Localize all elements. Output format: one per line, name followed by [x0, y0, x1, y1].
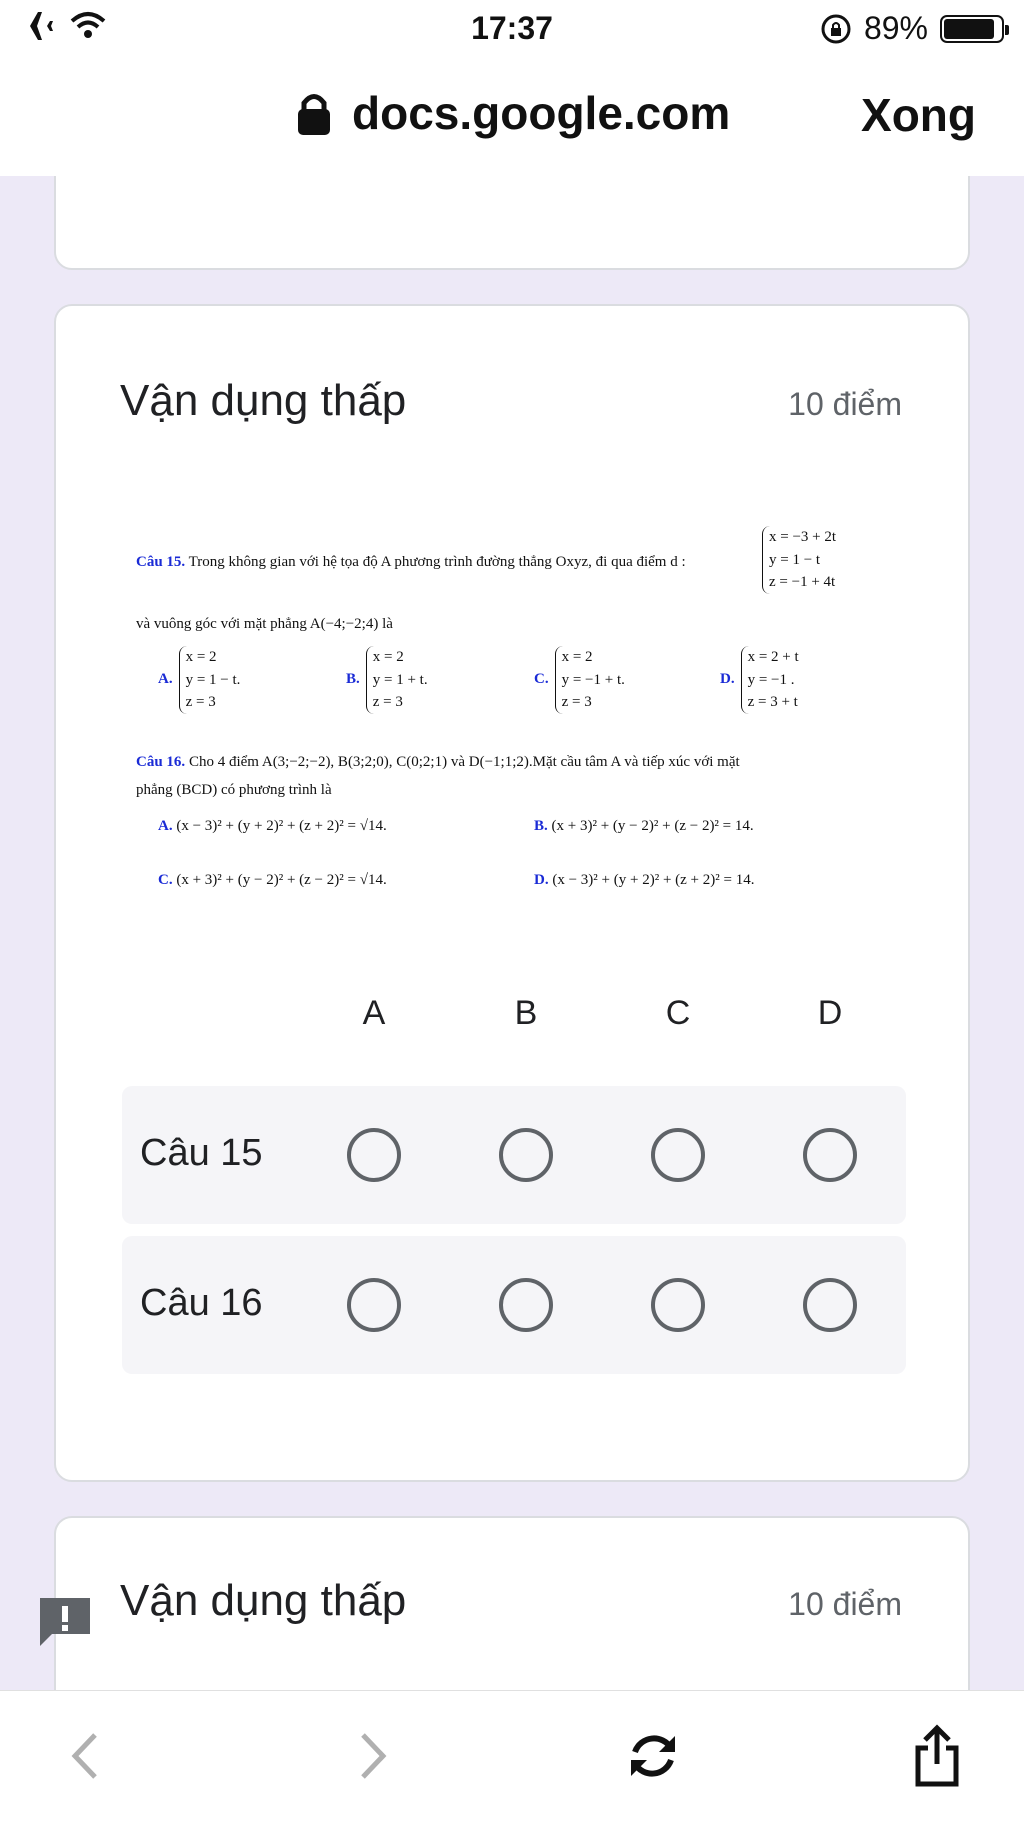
q15-option-d: D. x = 2 + t y = −1 . z = 3 + t [720, 646, 799, 714]
radio-cau16-d[interactable] [803, 1278, 857, 1332]
grid-row-cau-15 [122, 1086, 906, 1224]
address-field[interactable] [294, 86, 730, 140]
q15-system-line: z = −1 + 4t [769, 574, 836, 590]
chevron-left-icon [65, 1731, 105, 1781]
grid-column-header: B [514, 994, 538, 1032]
grid-column-header: A [362, 994, 386, 1032]
status-time: 17:37 [471, 10, 553, 46]
grid-column-header: D [817, 994, 843, 1032]
radio-cau15-c[interactable] [651, 1128, 705, 1182]
section-points: 10 điểm [788, 1586, 902, 1622]
battery-percent: 89% [863, 10, 928, 46]
radio-cau16-b[interactable] [499, 1278, 553, 1332]
section-title: Vận dụng thấp [120, 1576, 407, 1625]
reload-button[interactable] [618, 1721, 688, 1791]
report-feedback-icon[interactable] [36, 1594, 94, 1650]
done-button[interactable]: Xong [861, 89, 976, 141]
q15-text2: và vuông góc với mặt phẳng A(−4;−2;4) là [136, 616, 393, 632]
radio-cau15-a[interactable] [347, 1128, 401, 1182]
q16-option-d: D. (x − 3)² + (y + 2)² + (z + 2)² = 14. [534, 872, 755, 888]
battery-fill [944, 19, 994, 39]
share-icon [912, 1724, 962, 1788]
radio-cau16-c[interactable] [651, 1278, 705, 1332]
grid-row-label: Câu 15 [140, 1132, 263, 1174]
back-button[interactable] [50, 1721, 120, 1791]
share-button[interactable] [902, 1721, 972, 1791]
radio-cau16-a[interactable] [347, 1278, 401, 1332]
status-bar [0, 0, 1024, 56]
q15-option-b: B. x = 2 y = 1 + t. z = 3 [346, 646, 428, 714]
q16-text: Cho 4 điểm A(3;−2;−2), B(3;2;0), C(0;2;1) và D(−1;1;2).Mặt cầu tâm A và tiếp xúc với mặt [188, 754, 740, 770]
url-bar [0, 56, 1024, 176]
grid-column-header: C [665, 994, 691, 1032]
q15-option-c: C. x = 2 y = −1 + t. z = 3 [534, 646, 625, 714]
previous-card [54, 176, 970, 270]
q15-text: Trong không gian với hệ tọa độ A phương trình đường thẳng Oxyz, đi qua điểm d : [188, 554, 686, 570]
radio-cau15-b[interactable] [499, 1128, 553, 1182]
q15-option-a: A. x = 2 y = 1 − t. z = 3 [158, 646, 240, 714]
q15-system [762, 526, 836, 594]
chevron-right-icon [353, 1731, 393, 1781]
q16-option-c: C. (x + 3)² + (y − 2)² + (z − 2)² = √14. [158, 872, 387, 888]
q15-label: Câu 15. [136, 554, 186, 570]
q16-text2: phẳng (BCD) có phương trình là [136, 782, 332, 798]
lock-icon [294, 90, 334, 136]
q16-option-a: A. (x − 3)² + (y + 2)² + (z + 2)² = √14. [158, 818, 387, 834]
grid-row-label: Câu 16 [140, 1282, 263, 1324]
q15-line [136, 554, 686, 571]
status-right [820, 10, 1004, 47]
radio-cau15-d[interactable] [803, 1128, 857, 1182]
section-title: Vận dụng thấp [120, 376, 407, 425]
battery-icon [940, 15, 1004, 43]
q16-line [136, 754, 740, 771]
question-image [136, 526, 936, 946]
browser-toolbar [0, 1690, 1024, 1821]
form-content[interactable] [0, 176, 1024, 1690]
q16-option-b: B. (x + 3)² + (y − 2)² + (z − 2)² = 14. [534, 818, 754, 834]
next-question-card [54, 1516, 970, 1690]
reload-icon [623, 1726, 683, 1786]
q15-system-line: y = 1 − t [769, 551, 821, 568]
domain-text: docs.google.com [352, 87, 731, 139]
section-points: 10 điểm [788, 386, 902, 422]
grid-row-cau-16 [122, 1236, 906, 1374]
q16-label: Câu 16. [136, 754, 186, 770]
forward-button[interactable] [338, 1721, 408, 1791]
q15-system-line: x = −3 + 2t [769, 529, 837, 545]
question-card [54, 304, 970, 1482]
orientation-lock-icon [820, 13, 852, 45]
